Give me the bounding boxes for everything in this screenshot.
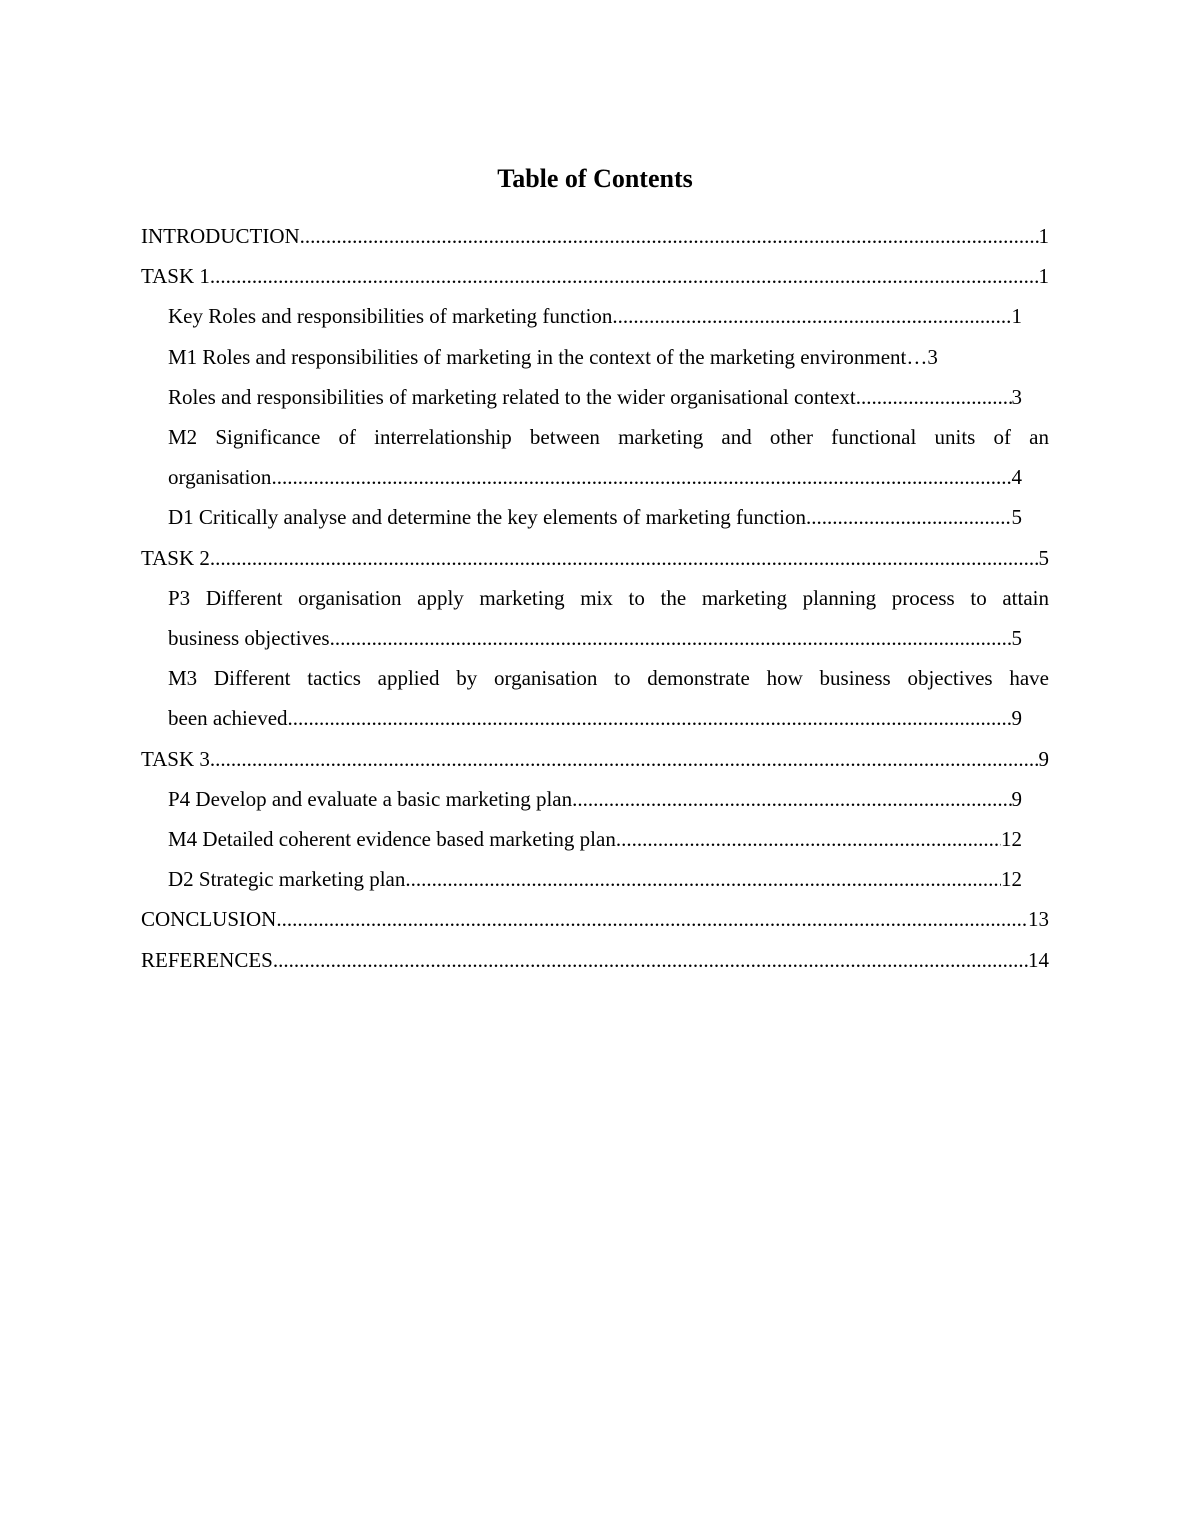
toc-entry-label: TASK 1 — [141, 264, 210, 289]
toc-page-number: 5 — [1011, 626, 1022, 651]
dot-leader — [210, 739, 1039, 779]
toc-entry-p4[interactable] — [141, 779, 1049, 819]
toc-entry-label: REFERENCES — [141, 947, 273, 972]
toc-page-number: 5 — [1011, 505, 1022, 530]
toc-entry-task-2[interactable] — [141, 538, 1049, 578]
dot-leader — [856, 377, 1012, 417]
toc-entry-m2[interactable] — [141, 417, 1049, 497]
toc-entry-label: CONCLUSION — [141, 907, 277, 932]
toc-entry-label-line-2: organisation — [168, 465, 272, 490]
toc-entry-m1[interactable] — [141, 337, 1049, 377]
toc-page-number: 1 — [1038, 224, 1049, 248]
toc-entry-label-line-2: been achieved — [168, 706, 288, 731]
toc-entry-label-line-2: business objectives — [168, 626, 330, 651]
toc-entry-task-3[interactable] — [141, 739, 1049, 779]
dot-leader — [612, 296, 1011, 336]
toc-page-number: 4 — [1011, 465, 1022, 490]
toc-entry-label: P4 Develop and evaluate a basic marketing plan — [168, 786, 573, 811]
toc-entry-label: M1 Roles and responsibilities of marketing in the context of the marketing environment… — [168, 344, 928, 369]
toc-page-number: 5 — [1038, 545, 1049, 570]
toc-entry-label: INTRODUCTION — [141, 224, 300, 248]
toc-entry-label: D2 Strategic marketing plan — [168, 867, 406, 892]
toc-page-number: 1 — [1038, 264, 1049, 289]
toc-entry-label: Key Roles and responsibilities of marketing function — [168, 304, 613, 329]
toc-page-number: 3 — [927, 344, 938, 369]
toc-page-number: 12 — [1001, 867, 1022, 892]
toc-entry-key-roles[interactable] — [141, 296, 1049, 336]
toc-entry-p3[interactable] — [141, 578, 1049, 658]
toc-entry-label: Roles and responsibilities of marketing related to the wider organisational context — [168, 384, 856, 409]
toc-page-number: 9 — [1038, 746, 1049, 771]
toc-title: Table of Contents — [497, 164, 693, 193]
toc-entry-label-line-1: P3 Different organisation apply marketing mix to the marketing planning process to attain — [168, 585, 1049, 610]
toc-list — [141, 216, 1049, 980]
toc-page-number: 3 — [1011, 384, 1022, 409]
toc-page-number: 13 — [1028, 907, 1049, 932]
dot-leader — [210, 538, 1039, 578]
toc-entry-m3[interactable] — [141, 658, 1049, 738]
toc-entry-label-line-1: M2 Significance of interrelationship between marketing and other functional units of an — [168, 425, 1049, 450]
toc-entry-label-line-1: M3 Different tactics applied by organisation to demonstrate how business objectives have — [168, 666, 1049, 691]
toc-entry-introduction[interactable] — [141, 216, 1049, 256]
toc-entry-label: M4 Detailed coherent evidence based marketing plan — [168, 827, 616, 852]
toc-entry-references[interactable] — [141, 940, 1049, 980]
toc-entry-label: D1 Critically analyse and determine the key elements of marketing function — [168, 505, 806, 530]
dot-leader — [806, 497, 1012, 537]
toc-entry-m4[interactable] — [141, 819, 1049, 859]
toc-page-number: 12 — [1001, 827, 1022, 852]
dot-leader — [271, 457, 1011, 497]
toc-entry-task-1[interactable] — [141, 256, 1049, 296]
dot-leader — [288, 698, 1012, 738]
dot-leader — [210, 256, 1039, 296]
toc-entry-wider-context[interactable] — [141, 377, 1049, 417]
toc-page-number: 14 — [1028, 947, 1049, 972]
dot-leader — [276, 899, 1028, 939]
dot-leader — [330, 618, 1012, 658]
toc-entry-conclusion[interactable] — [141, 899, 1049, 939]
toc-page-number: 9 — [1011, 706, 1022, 731]
dot-leader — [405, 859, 1001, 899]
toc-page-number: 1 — [1011, 304, 1022, 329]
toc-entry-d1[interactable] — [141, 497, 1049, 537]
dot-leader — [572, 779, 1011, 819]
toc-entry-label: TASK 3 — [141, 746, 210, 771]
toc-entry-d2[interactable] — [141, 859, 1049, 899]
dot-leader — [616, 819, 1001, 859]
toc-entry-label: TASK 2 — [141, 545, 210, 570]
toc-page-number: 9 — [1011, 786, 1022, 811]
dot-leader — [300, 216, 1039, 256]
dot-leader — [273, 940, 1028, 980]
